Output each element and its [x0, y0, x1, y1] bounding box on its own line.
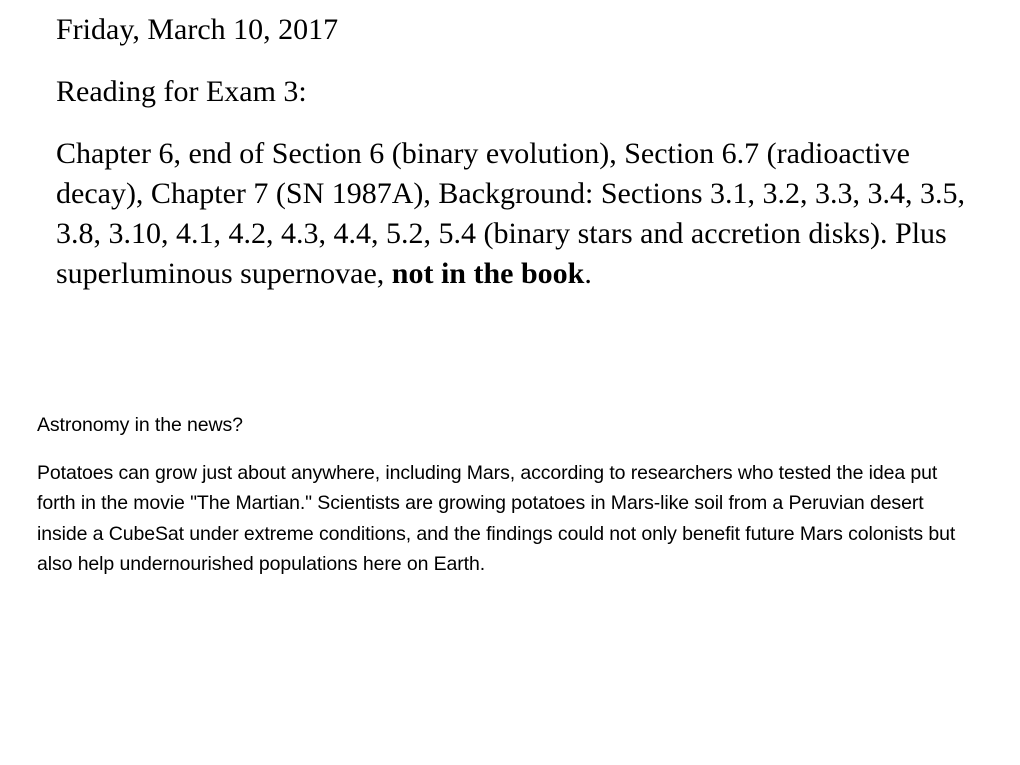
reading-list-text: Chapter 6, end of Section 6 (binary evolution), Section 6.7 (radioactive decay), Chapter 7 (SN 1987A), Background: Sections 3.1, 3.2, 3.3, 3.4, 3.5, 3.8, 3.10, 4.1, 4.2, 4.3, 4.4, 5.2, 5.4 (binary stars and accretion disks). Plus superluminous supernovae,	[56, 137, 966, 290]
reading-list	[56, 134, 976, 294]
reading-list-end: .	[584, 257, 592, 290]
date-heading: Friday, March 10, 2017	[56, 13, 339, 46]
news-section	[37, 410, 977, 580]
exam-reading-section	[56, 10, 976, 294]
news-heading: Astronomy in the news?	[37, 414, 243, 436]
not-in-book-emphasis: not in the book	[391, 257, 585, 290]
news-paragraph: Potatoes can grow just about anywhere, including Mars, according to researchers who tested the idea put forth in the movie "The Martian." Scientists are growing potatoes in Mars-like soil from a Peruvian desert inside a CubeSat under extreme conditions, and the findings could not only benefit future Mars colonists but also help undernourished populations here on Earth.	[37, 461, 956, 575]
reading-heading: Reading for Exam 3:	[56, 75, 307, 108]
